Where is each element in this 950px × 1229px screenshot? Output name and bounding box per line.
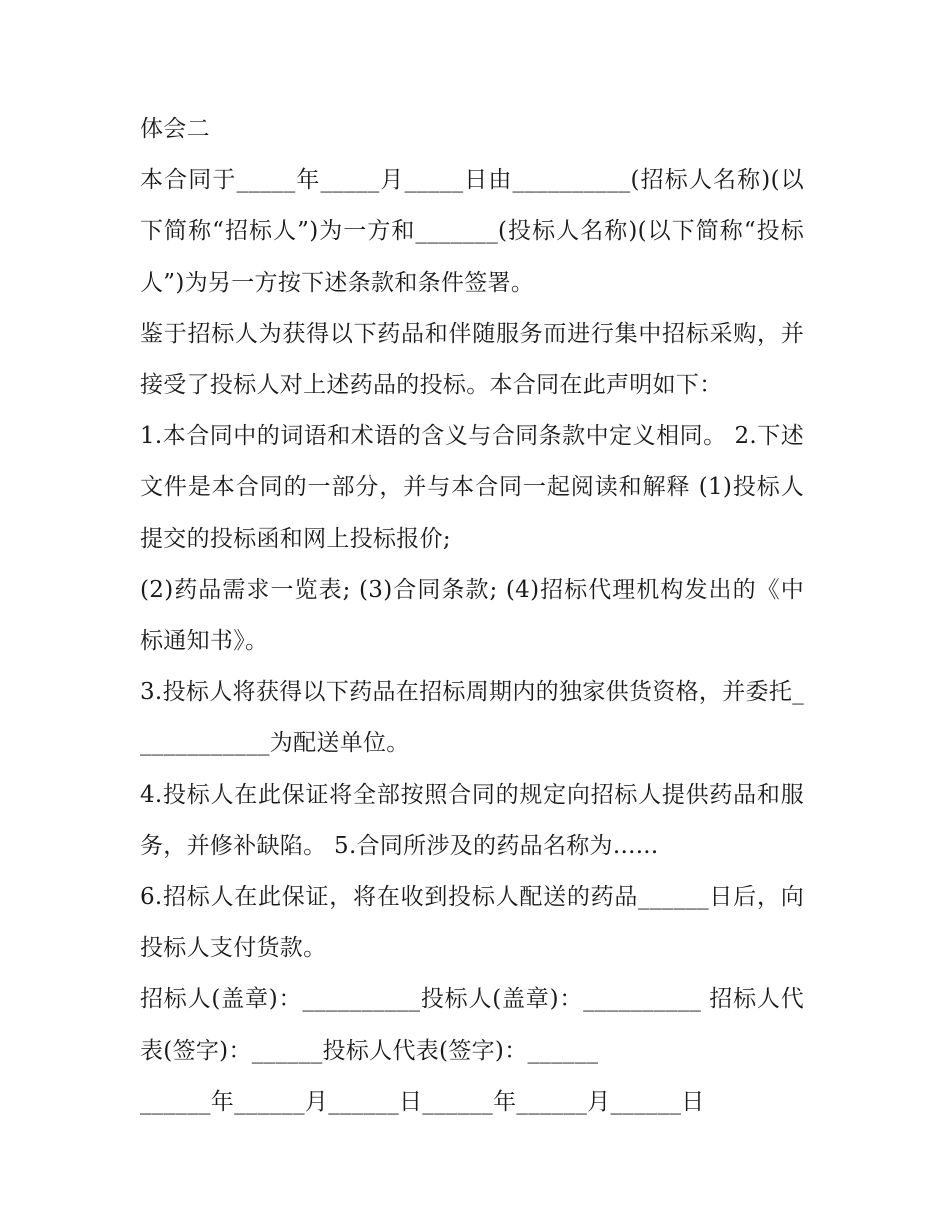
documents-list-paragraph: (2)药品需求一览表; (3)合同条款; (4)招标代理机构发出的《中标通知书》。 [140, 576, 804, 655]
clause-6-paragraph: 6.招标人在此保证，将在收到投标人配送的药品______日后，向投标人支付货款。 [140, 884, 804, 962]
document-heading: 体会二 [140, 116, 210, 142]
signature-paragraph: 招标人(盖章)：__________投标人(盖章)：__________ 招标人代表(签字)：______投标人代表(签字)：______ [140, 986, 804, 1064]
date-line: ______年______月______日______年______月______日 [140, 1088, 705, 1115]
whereas-paragraph: 鉴于招标人为获得以下药品和伴随服务而进行集中招标采购，并接受了投标人对上述药品的投标。本合同在此声明如下： [140, 320, 804, 399]
document-body [140, 104, 804, 1128]
clause-4-5-paragraph: 4.投标人在此保证将全部按照合同的规定向招标人提供药品和服务，并修补缺陷。 5.合同所涉及的药品名称为...... [140, 781, 804, 859]
clause-1-2-paragraph: 1.本合同中的词语和术语的含义与合同条款中定义相同。 2.下述文件是本合同的一部分，并与本合同一起阅读和解释 (1)投标人提交的投标函和网上投标报价; [140, 423, 804, 552]
contract-intro-paragraph: 本合同于_____年_____月_____日由__________(招标人名称)(以下简称“招标人”)为一方和_______(投标人名称)(以下简称“投标人”)为另一方按下述条款和条件签署。 [140, 167, 804, 296]
clause-3-paragraph: 3.投标人将获得以下药品在招标周期内的独家供货资格，并委托____________为配送单位。 [140, 679, 804, 757]
